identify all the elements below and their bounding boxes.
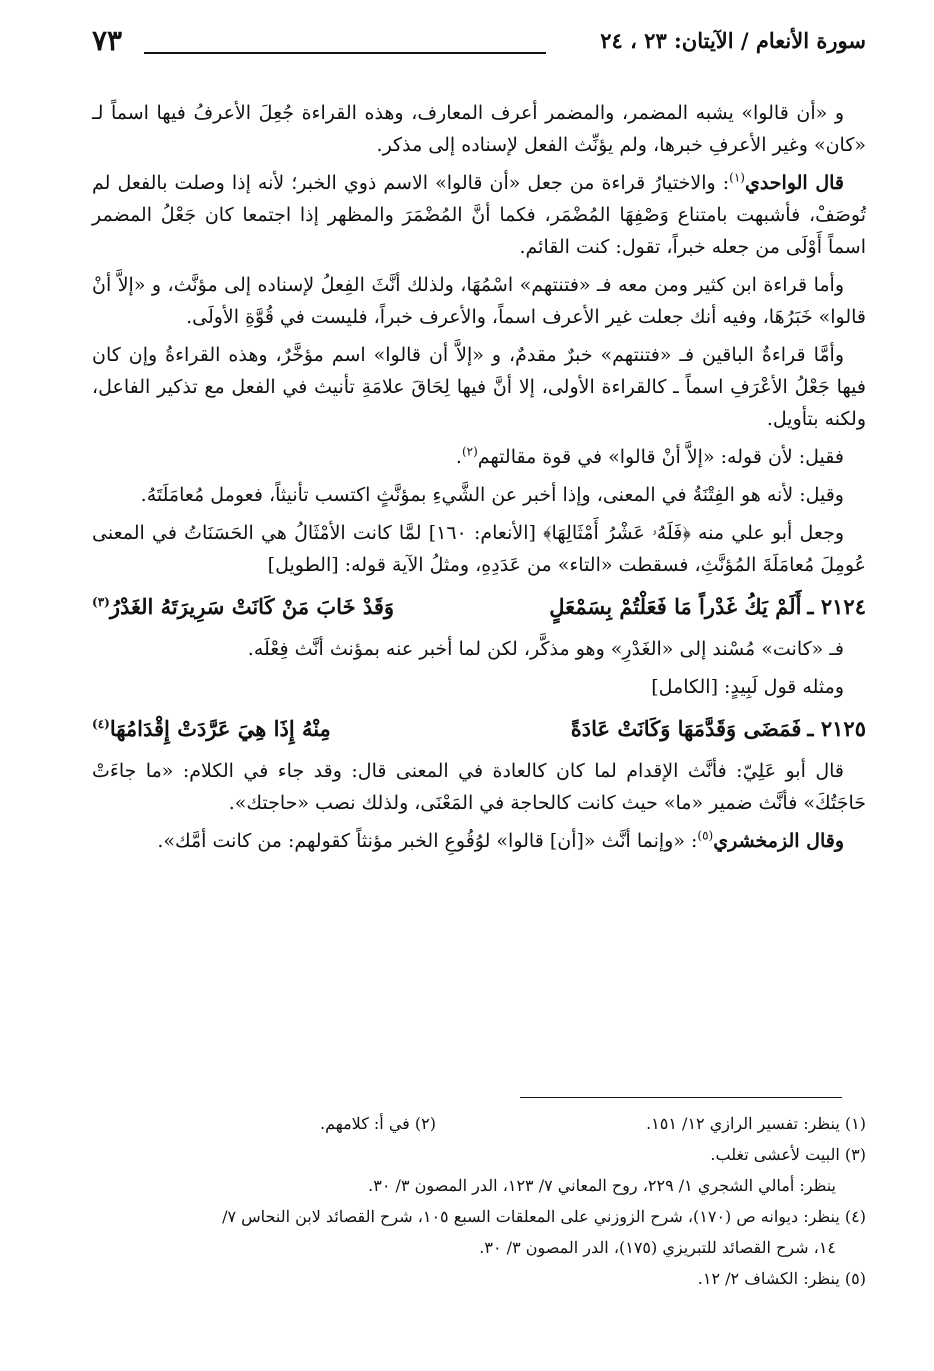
hemistich-text: مِنْهُ إِذَا هِيَ عَرَّدَتْ إِقْدَامُهَا [109, 716, 331, 741]
main-text [92, 97, 866, 863]
page-header [92, 22, 866, 62]
verse-hemistich-first: فَمَضَى وَقَدَّمَهَا وَكَانَتْ عَادَةً [570, 716, 802, 741]
paragraph-text: قال أبو عَلِيّ: فأنَّث الإقدام لما كان كالعادة في المعنى قال: وقد جاء في الكلام: «ما جاءَتْ حَاجَتُكَ» فأنَّث ضمير «ما» حيث كانت كالحاجة في المَعْنَى، ولذلك نصب «حاجتك». [92, 760, 866, 814]
footnote-3: (٣) البيت لأعشى تغلب. [710, 1145, 866, 1164]
paragraph-text: : والاختيارُ قراءة من جعل «أن قالوا» الاسم ذوي الخبر؛ لأنه إذا وصلت بالفعل لم تُوصَفْ، فأشبهت بامتناع وَصْفِهَا المُضْمَر، فكما أنَّ المُضْمَرَ والمظهر إذا اجتمعا كان جَعْلُ المضمر اسماً أَوْلَى من جعله خبراً، تقول: كنت القائم. [92, 172, 866, 258]
poetry-verse [92, 709, 866, 749]
footnote-divider [520, 1097, 842, 1098]
footnote-ref: (٤) [92, 717, 110, 731]
footnote-ref: (١) [729, 170, 745, 185]
paragraph-text: و «أن قالوا» يشبه المضمر، والمضمر أعرف المعارف، وهذه القراءة جُعِلَ الأعرفُ فيها اسماً لـ «كان» وغير الأعرفِ خبرها، ولم يؤنِّث الفعل لإسناده إلى مذكر. [92, 102, 866, 156]
paragraph-text: وأما قراءة ابن كثير ومن معه فـ «فتنتهم» اسْمُهَا، ولذلك أنَّثَ الفِعلُ لإسناده إلى مؤنَّث، و «إلاَّ أنْ قالوا» خَبَرُهَا، وفيه أنك جعلت غير الأعرف اسماً، والأعرف خبراً، فليست في قُوَّةِ الأولَى. [92, 274, 866, 328]
footnote-ref: (٣) [92, 595, 110, 609]
footnote-1: (١) ينظر: تفسير الرازي ١٢/ ١٥١. [646, 1114, 866, 1133]
footnote-5: (٥) ينظر: الكشاف ٢/ ١٢. [697, 1269, 866, 1288]
sura-title: سورة الأنعام / الآيتان: ٢٣ ، ٢٤ [600, 28, 866, 53]
header-rule [144, 52, 546, 54]
verse-hemistich-second [92, 587, 394, 627]
footnote-ref: (٥) [697, 828, 714, 843]
footnote-row [92, 1108, 866, 1139]
paragraph-tail: . [455, 446, 462, 468]
paragraph [92, 825, 866, 857]
paragraph [92, 517, 866, 581]
page-number: ٧٣ [92, 24, 123, 57]
verse-number: ٢١٢٥ ـ [807, 716, 866, 741]
paragraph [92, 633, 866, 665]
verse-number: ٢١٢٤ ـ [807, 594, 866, 619]
paragraph [92, 339, 866, 435]
paragraph-text: وأمَّا قراءةُ الباقين فـ «فتنتهم» خبرٌ مقدمٌ، و «إلاَّ أن قالوا» اسم مؤخَّرٌ، وهذه القراءةُ وإن كان فيها جَعْلُ الأعْرَفِ اسماً ـ كالقراءة الأولى، إلا أنَّ فيها لِحَاقَ علامَةِ تأنيث في الفعل مع تذكير الفاعل، ولكنه بتأويل. [92, 344, 866, 430]
footnote-2: (٢) في أ: كلامهم. [319, 1114, 436, 1133]
paragraph-text: ومثله قول لَبِيدٍ: [الكامل] [651, 676, 844, 698]
paragraph [92, 671, 866, 703]
poetry-verse [92, 587, 866, 627]
paragraph-text: وقيل: لأنه هو الفِتْنَةُ في المعنى، وإذا أخبر عن الشَّيءِ بمؤنَّثٍ اكتسب تأنيثاً، فعومل مُعامَلَتَهُ. [140, 484, 844, 506]
paragraph [92, 755, 866, 819]
verse-hemistich-second [92, 709, 331, 749]
paragraph-lead: وقال الزمخشري [713, 830, 844, 852]
footnote-ref: (٢) [461, 444, 478, 459]
footnotes [92, 1108, 866, 1294]
paragraph-text: فقيل: لأن قوله: «إلاَّ أنْ قالوا» في قوة مقالتهم [477, 446, 844, 468]
footnote-3-sources: ينظر: أمالي الشجري ١/ ٢٢٩، روح المعاني ٧/ ١٢٣، الدر المصون ٣/ ٣٠. [368, 1176, 836, 1195]
footnote-4: (٤) ينظر: ديوانه ص (١٧٠)، شرح الزوزني على المعلقات السبع ١٠٥، شرح القصائد لابن النحاس ٧/ [222, 1207, 866, 1226]
paragraph-lead: قال الواحدي [744, 172, 844, 194]
paragraph-text: وجعل أبو علي منه ﴿فَلَهُۥ عَشْرُ أَمْثَالِهَا﴾ [الأنعام: ١٦٠] لمَّا كانت الأمْثَالُ هي الحَسَنَاتُ في المعنى عُومِلَ مُعامَلَةَ المُؤنَّثِ، فسقطت «التاء» من عَدَدِهِ، ومثلُ الآية قوله: [الطويل] [92, 522, 866, 576]
footnote-4-continued: ١٤، شرح القصائد للتبريزي (١٧٥)، الدر المصون ٣/ ٣٠. [479, 1238, 836, 1257]
hemistich-text: وَقَدْ خَابَ مَنْ كَانَتْ سَرِيرَتَهُ الغَدْرُ [109, 594, 395, 619]
paragraph [92, 97, 866, 161]
verse-hemistich-first: أَلَمْ يَكُ غَدْراً مَا فَعَلْتُمْ بِسَمْعَلٍ [549, 594, 802, 619]
paragraph-text: : «وإنما أنَّث «[أن] قالوا» لوُقُوعِ الخبر مؤنثاً كقولهم: من كانت أمَّك». [157, 830, 698, 852]
paragraph [92, 269, 866, 333]
paragraph [92, 167, 866, 263]
paragraph [92, 479, 866, 511]
paragraph-text: فـ «كانت» مُسْند إلى «الغَدْرِ» وهو مذكَّر، لكن لما أخبر عنه بمؤنث أنَّث فِعْلَه. [247, 638, 844, 660]
paragraph [92, 441, 866, 473]
